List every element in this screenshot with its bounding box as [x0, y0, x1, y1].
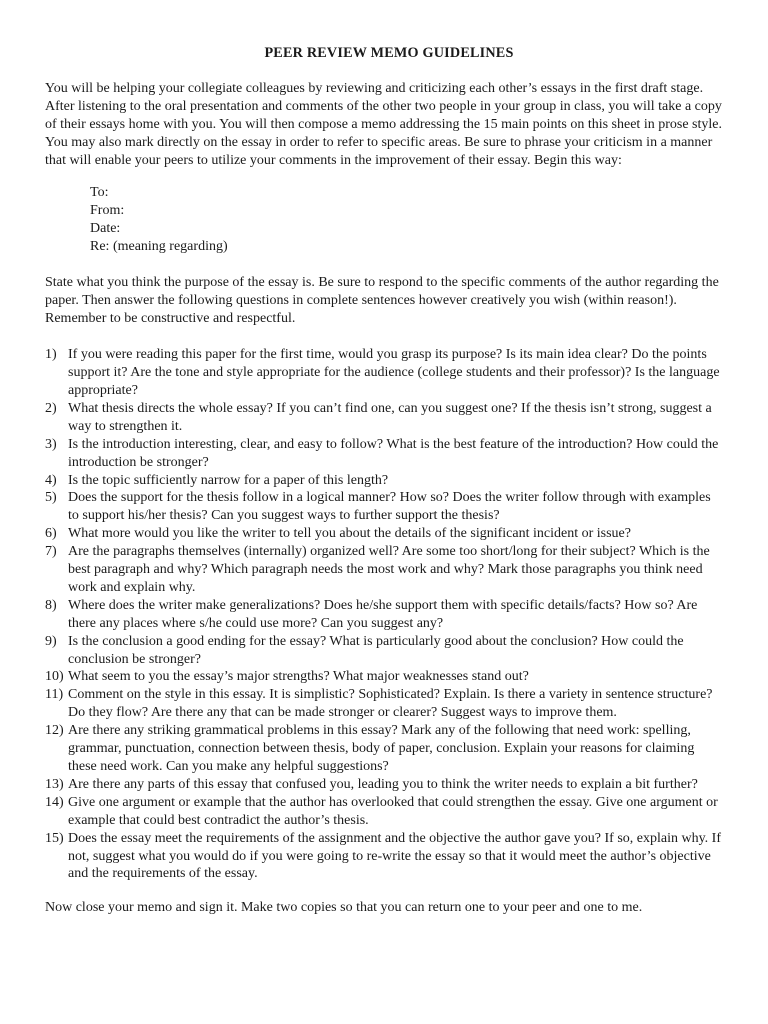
question-number: 2): [45, 400, 57, 416]
list-item: [45, 489, 725, 525]
question-number: 12): [45, 723, 64, 739]
question-text: What more would you like the writer to tell you about the details of the significant incident or issue?: [68, 526, 631, 542]
question-text: Comment on the style in this essay. It is simplistic? Sophisticated? Explain. Is there a variety in sentence structure? Do they flow? Are there any that can be made stronger or clearer? Suggest ways to improve them.: [68, 687, 713, 721]
memo-header-template: [90, 184, 725, 256]
list-item: [45, 633, 725, 669]
question-number: 8): [45, 597, 57, 613]
list-item: [45, 722, 725, 776]
list-item: [45, 436, 725, 472]
question-text: Are there any striking grammatical problems in this essay? Mark any of the following that need work: spelling, grammar, punctuation, connection between thesis, body of paper, conclusion. Explain your reasons for claiming these need work. Can you make any helpful suggestions?: [68, 723, 695, 774]
list-item: [45, 668, 725, 686]
list-item: [45, 597, 725, 633]
question-text: Is the topic sufficiently narrow for a paper of this length?: [68, 472, 389, 488]
questions-list: [45, 346, 725, 883]
question-number: 1): [45, 347, 57, 363]
question-number: 6): [45, 526, 57, 542]
list-item: [45, 543, 725, 597]
question-text: Are the paragraphs themselves (internally) organized well? Are some too short/long for their subject? Which is the best paragraph and why? Which paragraph needs the most work and why? Mark those paragraphs you think need work and explain why.: [68, 544, 710, 595]
question-text: Does the support for the thesis follow in a logical manner? How so? Does the writer follow through with examples to support his/her thesis? Can you suggest ways to further support the thesis?: [68, 490, 711, 524]
question-text: Does the essay meet the requirements of the assignment and the objective the author gave you? If so, explain why. If not, suggest what you would do if you were going to re-write the essay so that it would meet the author’s objective and the requirements of the essay.: [68, 830, 721, 882]
memo-from-line: From:: [90, 203, 125, 219]
intro-paragraph: You will be helping your collegiate colleagues by reviewing and criticizing each other’s essays in the first draft stage. After listening to the oral presentation and comments of the other two people in your group in class, you will take a copy of their essays home with you. You will then compose a memo addressing the 15 main points on this sheet in prose style. You may also mark directly on the essay in order to refer to specific areas. Be sure to phrase your criticism in a manner that will enable your peers to utilize your comments in the improvement of their essay. Begin this way:: [45, 80, 722, 168]
question-number: 9): [45, 633, 57, 649]
question-number: 7): [45, 544, 57, 560]
question-text: Give one argument or example that the author has overlooked that could strengthen the essay. Give one argument or example that could best contradict the author’s thesis.: [68, 794, 718, 828]
question-text: What thesis directs the whole essay? If you can’t find one, can you suggest one? If the thesis isn’t strong, suggest a way to strengthen it.: [68, 400, 712, 434]
question-number: 10): [45, 669, 64, 685]
list-item: [45, 686, 725, 722]
document-page: [45, 45, 725, 917]
memo-to-line: To:: [90, 185, 109, 201]
memo-date-line: Date:: [90, 221, 121, 237]
question-number: 11): [45, 687, 64, 703]
list-item: [45, 830, 725, 884]
question-text: Are there any parts of this essay that confused you, leading you to think the writer needs to explain a bit further?: [68, 776, 698, 792]
question-text: What seem to you the essay’s major strengths? What major weaknesses stand out?: [68, 669, 529, 685]
page-title: PEER REVIEW MEMO GUIDELINES: [264, 45, 514, 61]
question-number: 3): [45, 436, 57, 452]
instructions-paragraph: State what you think the purpose of the essay is. Be sure to respond to the specific comments of the author regarding the paper. Then answer the following questions in complete sentences however creatively you wish (within reason!). Remember to be constructive and respectful.: [45, 275, 719, 327]
list-item: [45, 776, 725, 794]
list-item: [45, 400, 725, 436]
question-text: If you were reading this paper for the first time, would you grasp its purpose? Is its main idea clear? Do the points support it? Are the tone and style appropriate for the audience (college students and their professor)? Is the language appropriate?: [68, 347, 720, 398]
question-number: 5): [45, 490, 57, 506]
question-number: 14): [45, 794, 64, 810]
question-text: Is the introduction interesting, clear, and easy to follow? What is the best feature of the introduction? How could the introduction be stronger?: [68, 436, 719, 470]
list-item: [45, 794, 725, 830]
list-item: [45, 525, 725, 543]
closing-paragraph: Now close your memo and sign it. Make two copies so that you can return one to your peer and one to me.: [45, 900, 643, 916]
question-number: 15): [45, 830, 64, 846]
question-text: Where does the writer make generalizations? Does he/she support them with specific details/facts? How so? Are there any places where s/he could use more? Can you suggest any?: [68, 597, 698, 631]
question-number: 13): [45, 776, 64, 792]
question-text: Is the conclusion a good ending for the essay? What is particularly good about the conclusion? How could the conclusion be stronger?: [68, 633, 684, 667]
question-number: 4): [45, 472, 57, 488]
memo-re-line: Re: (meaning regarding): [90, 239, 228, 255]
list-item: [45, 346, 725, 400]
list-item: [45, 472, 725, 490]
